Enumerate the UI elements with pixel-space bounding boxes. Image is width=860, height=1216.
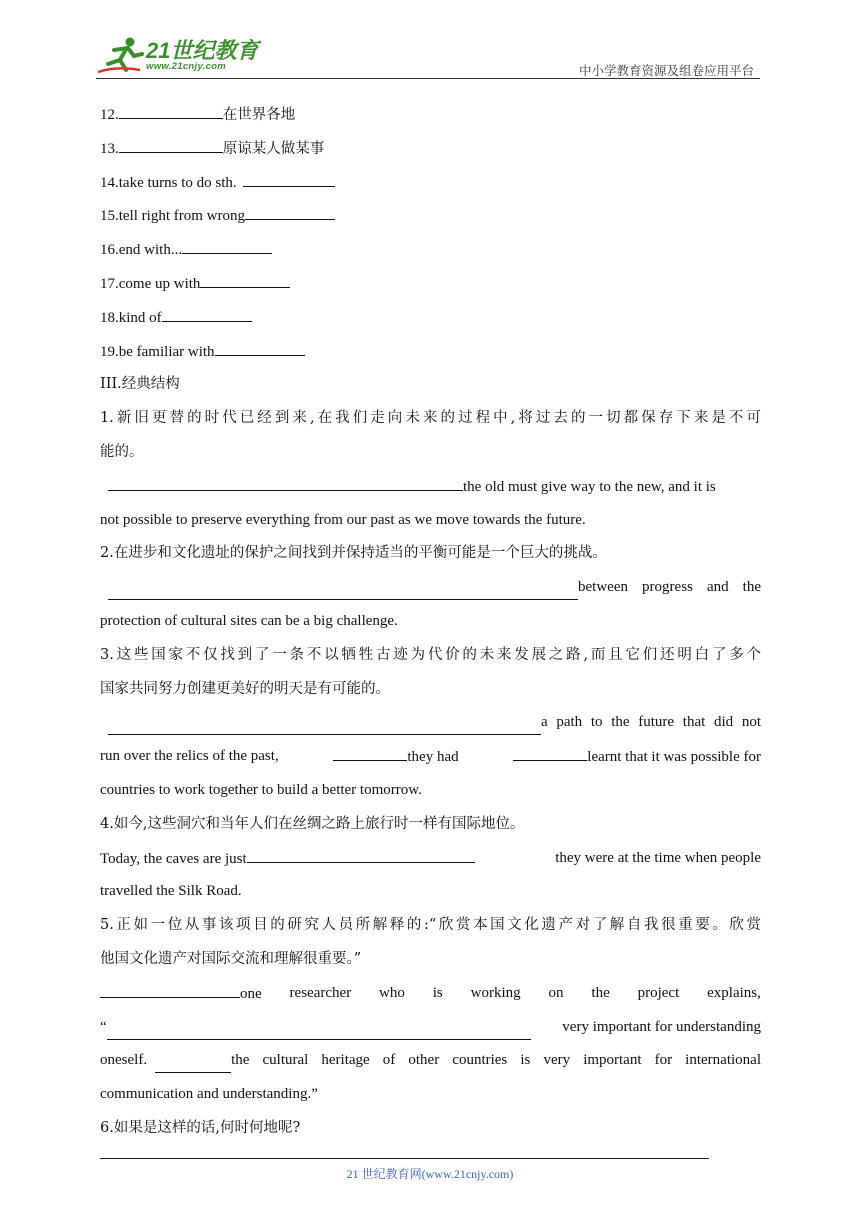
answer-blank[interactable] (162, 301, 252, 322)
q1-english-cont: not possible to preserve everything from our past as we move towards the future. (100, 511, 586, 528)
q3-english: a path to the future that did not (100, 706, 761, 740)
item-14: 14.take turns to do sth. (100, 166, 761, 200)
logo (96, 34, 276, 74)
q5-english-end: communication and understanding.” (100, 1086, 318, 1103)
answer-blank[interactable] (107, 1019, 531, 1040)
item-12: 12. 在世界各地 (100, 98, 761, 132)
answer-blank[interactable] (119, 98, 223, 119)
section-title: III.经典结构 (100, 376, 180, 393)
q4-english-cont: travelled the Silk Road. (100, 883, 242, 900)
q5-chinese: 5.正如一位从事该项目的研究人员所解释的:“欣赏本国文化遗产对了解自我很重要。欣赏 (100, 917, 761, 934)
answer-blank[interactable] (155, 1052, 231, 1073)
item-19: 19.be familiar with (100, 335, 761, 369)
q6-chinese: 6.如果是这样的话,何时何地呢? (100, 1119, 301, 1136)
answer-blank[interactable] (182, 233, 272, 254)
runner-logo-icon (96, 34, 146, 74)
item-15: 15.tell right from wrong (100, 199, 761, 233)
q5-english-cont: oneself. the cultural heritage of other countries is very important for international (100, 1044, 761, 1078)
q5-english-quote: “ very important for understanding (100, 1011, 761, 1045)
page-footer: 21 世纪教育网(www.21cnjy.com) (346, 1167, 514, 1181)
q1-chinese: 1.新旧更替的时代已经到来,在我们走向未来的过程中,将过去的一切都保存下来是不可 (100, 410, 761, 427)
answer-blank[interactable] (108, 579, 578, 600)
answer-blank[interactable] (245, 199, 335, 220)
q3-chinese-cont: 国家共同努力创建更美好的明天是有可能的。 (100, 680, 390, 697)
q5-english: one researcher who is working on the project explains, (100, 977, 761, 1011)
answer-blank[interactable] (100, 977, 240, 998)
q2-chinese: 2.在进步和文化遗址的保护之间找到并保持适当的平衡可能是一个巨大的挑战。 (100, 545, 607, 562)
q3-english-end: countries to work together to build a better tomorrow. (100, 781, 422, 798)
q4-chinese: 4.如今,这些洞穴和当年人们在丝绸之路上旅行时一样有国际地位。 (100, 815, 525, 832)
page-header (96, 30, 760, 79)
item-18: 18.kind of (100, 301, 761, 335)
document-body (100, 98, 761, 1146)
q3-english-cont: run over the relics of the past, they had learnt that it was possible for (100, 740, 761, 774)
item-17: 17.come up with (100, 267, 761, 301)
item-13: 13. 原谅某人做某事 (100, 132, 761, 166)
answer-blank[interactable] (200, 267, 290, 288)
q4-english: Today, the caves are just they were at the time when people (100, 842, 761, 876)
answer-blank[interactable] (215, 335, 305, 356)
answer-blank[interactable] (108, 470, 463, 491)
q2-english-cont: protection of cultural sites can be a big challenge. (100, 612, 398, 629)
answer-blank[interactable] (333, 740, 407, 761)
answer-blank[interactable] (119, 132, 223, 153)
platform-label: 中小学教育资源及组卷应用平台 (578, 63, 754, 78)
answer-blank[interactable] (243, 166, 335, 187)
q1-chinese-cont: 能的。 (100, 443, 144, 460)
answer-blank[interactable] (108, 714, 541, 735)
logo-text: 21世纪教育 (146, 38, 259, 63)
q1-english: the old must give way to the new, and it is (100, 470, 761, 504)
item-16: 16.end with... (100, 233, 761, 267)
q5-chinese-cont: 他国文化遗产对国际交流和理解很重要。” (100, 950, 362, 967)
logo-url: www.21cnjy.com (146, 61, 227, 72)
answer-blank[interactable] (513, 740, 587, 761)
answer-line[interactable] (100, 1158, 709, 1159)
q2-english: between progress and the (100, 571, 761, 605)
answer-blank[interactable] (247, 842, 475, 863)
q3-chinese: 3.这些国家不仅找到了一条不以牺牲古迹为代价的未来发展之路,而且它们还明白了多个 (100, 646, 761, 663)
